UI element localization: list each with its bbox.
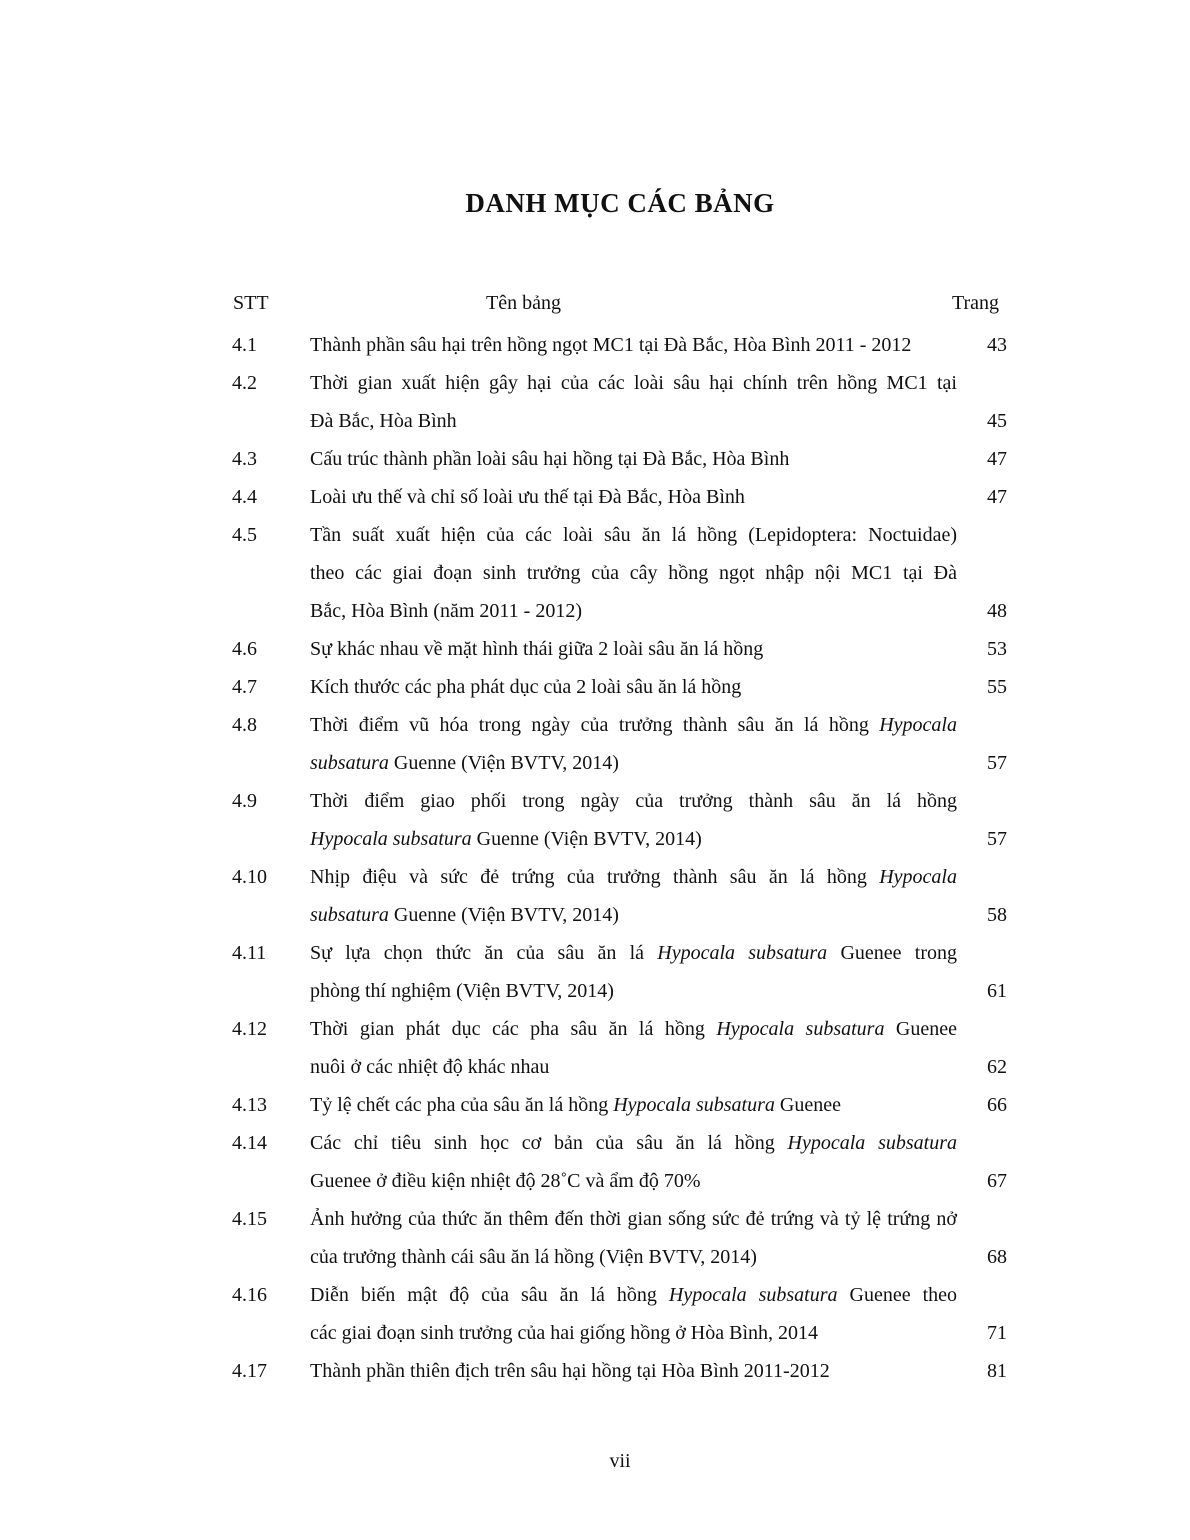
table-title-line xyxy=(310,710,957,740)
table-row xyxy=(0,1014,1190,1090)
table-title-line xyxy=(310,368,957,398)
table-row xyxy=(0,1356,1190,1394)
page-ref: 57 xyxy=(987,828,1007,850)
table-number: 4.10 xyxy=(232,866,267,888)
table-number: 4.17 xyxy=(232,1360,267,1382)
title-text: Kích thước các pha phát dục của 2 loài sâu ăn lá hồng xyxy=(310,676,742,698)
title-text: theo các giai đoạn sinh trưởng của cây hồng ngọt nhập nội MC1 tại Đà xyxy=(310,562,957,584)
table-title-line xyxy=(310,1014,957,1044)
table-title-line xyxy=(310,520,957,550)
table-row xyxy=(0,444,1190,482)
table-title-line xyxy=(310,900,957,930)
table-row xyxy=(0,672,1190,710)
table-title-line xyxy=(310,330,957,360)
page-ref: 62 xyxy=(987,1056,1007,1078)
page-ref: 45 xyxy=(987,410,1007,432)
page-ref: 66 xyxy=(987,1094,1007,1116)
page-ref: 47 xyxy=(987,486,1007,508)
table-title-line xyxy=(310,824,957,854)
table-list xyxy=(0,330,1190,1394)
table-row xyxy=(0,786,1190,862)
title-text: phòng thí nghiệm (Viện BVTV, 2014) xyxy=(310,980,614,1002)
table-title-line xyxy=(310,406,957,436)
title-text: Guenne (Viện BVTV, 2014) xyxy=(471,828,702,850)
table-row xyxy=(0,482,1190,520)
table-title-line xyxy=(310,444,957,474)
species-name: Hypocala xyxy=(879,866,957,888)
table-number: 4.14 xyxy=(232,1132,267,1154)
page-ref: 68 xyxy=(987,1246,1007,1268)
title-text: Thời điểm vũ hóa trong ngày của trưởng thành sâu ăn lá hồng xyxy=(310,714,880,736)
title-text: Tần suất xuất hiện của các loài sâu ăn lá hồng (Lepidoptera: Noctuidae) xyxy=(310,524,957,546)
title-text: Guenee xyxy=(774,1094,841,1116)
column-header-page: Trang xyxy=(952,292,1000,314)
title-text: Guenee trong xyxy=(827,942,957,964)
title-text: Guenee ở điều kiện nhiệt độ 28˚C và ẩm độ 70% xyxy=(310,1170,701,1192)
title-text: Sự khác nhau về mặt hình thái giữa 2 loài sâu ăn lá hồng xyxy=(310,638,764,660)
table-title-line xyxy=(310,938,957,968)
table-row xyxy=(0,1090,1190,1128)
column-header-name: Tên bảng xyxy=(486,292,561,314)
title-text: Guenee theo xyxy=(837,1284,958,1306)
table-title-line xyxy=(310,1204,957,1234)
title-text: Sự lựa chọn thức ăn của sâu ăn lá xyxy=(310,942,658,964)
title-text: các giai đoạn sinh trưởng của hai giống hồng ở Hòa Bình, 2014 xyxy=(310,1322,819,1344)
table-title-line xyxy=(310,748,957,778)
title-text: Diễn biến mật độ của sâu ăn lá hồng xyxy=(310,1284,669,1306)
table-title-line xyxy=(310,1166,957,1196)
table-title-line xyxy=(310,1090,957,1120)
table-row xyxy=(0,1204,1190,1280)
species-name: Hypocala subsatura xyxy=(787,1132,957,1154)
table-title-line xyxy=(310,596,957,626)
table-row xyxy=(0,862,1190,938)
table-row xyxy=(0,634,1190,672)
table-number: 4.13 xyxy=(232,1094,267,1116)
table-number: 4.9 xyxy=(232,790,257,812)
species-name: Hypocala subsatura xyxy=(310,828,472,850)
table-title-line xyxy=(310,1356,957,1386)
title-text: Guenee xyxy=(884,1018,957,1040)
table-title-line xyxy=(310,634,957,664)
title-text: Loài ưu thế và chỉ số loài ưu thế tại Đà Bắc, Hòa Bình xyxy=(310,486,745,508)
species-name: subsatura xyxy=(310,752,389,774)
page-number: vii xyxy=(609,1450,631,1472)
page-ref: 55 xyxy=(987,676,1007,698)
title-text: Guenne (Viện BVTV, 2014) xyxy=(388,904,619,926)
title-text: Thời điểm giao phối trong ngày của trưởng thành sâu ăn lá hồng xyxy=(310,790,957,812)
table-row xyxy=(0,368,1190,444)
page-ref: 48 xyxy=(987,600,1007,622)
table-row xyxy=(0,710,1190,786)
table-number: 4.8 xyxy=(232,714,257,736)
table-title-line xyxy=(310,1052,957,1082)
page-ref: 67 xyxy=(987,1170,1007,1192)
table-row xyxy=(0,520,1190,634)
table-number: 4.12 xyxy=(232,1018,267,1040)
table-row xyxy=(0,1280,1190,1356)
species-name: Hypocala subsatura xyxy=(657,942,828,964)
table-title-line xyxy=(310,1280,957,1310)
table-title-line xyxy=(310,1318,957,1348)
table-title-line xyxy=(310,1242,957,1272)
table-number: 4.5 xyxy=(232,524,257,546)
table-number: 4.16 xyxy=(232,1284,267,1306)
page-ref: 43 xyxy=(987,334,1007,356)
title-text: Tỷ lệ chết các pha của sâu ăn lá hồng xyxy=(310,1094,614,1116)
table-title-line xyxy=(310,786,957,816)
title-text: nuôi ở các nhiệt độ khác nhau xyxy=(310,1056,550,1078)
title-text: Nhịp điệu và sức đẻ trứng của trưởng thành sâu ăn lá hồng xyxy=(310,866,880,888)
species-name: Hypocala subsatura xyxy=(668,1284,838,1306)
page-ref: 61 xyxy=(987,980,1007,1002)
table-title-line xyxy=(310,1128,957,1158)
title-text: Ảnh hưởng của thức ăn thêm đến thời gian sống sức đẻ trứng và tỷ lệ trứng nở xyxy=(310,1208,957,1230)
table-number: 4.2 xyxy=(232,372,257,394)
table-number: 4.6 xyxy=(232,638,257,660)
species-name: Hypocala subsatura xyxy=(716,1018,885,1040)
title-text: Các chỉ tiêu sinh học cơ bản của sâu ăn lá hồng xyxy=(310,1132,788,1154)
title-text: Guenne (Viện BVTV, 2014) xyxy=(388,752,619,774)
title-text: Thời gian phát dục các pha sâu ăn lá hồng xyxy=(310,1018,717,1040)
page-ref: 58 xyxy=(987,904,1007,926)
page-ref: 81 xyxy=(987,1360,1007,1382)
table-title-line xyxy=(310,862,957,892)
title-text: Bắc, Hòa Bình (năm 2011 - 2012) xyxy=(310,600,582,622)
page-title: DANH MỤC CÁC BẢNG xyxy=(465,188,775,218)
page-ref: 71 xyxy=(987,1322,1007,1344)
table-row xyxy=(0,1128,1190,1204)
table-number: 4.3 xyxy=(232,448,257,470)
table-number: 4.15 xyxy=(232,1208,267,1230)
title-text: Thời gian xuất hiện gây hại của các loài sâu hại chính trên hồng MC1 tại xyxy=(310,372,957,394)
page-ref: 57 xyxy=(987,752,1007,774)
title-text: Đà Bắc, Hòa Bình xyxy=(310,410,457,432)
title-text: Thành phần thiên địch trên sâu hại hồng tại Hòa Bình 2011-2012 xyxy=(310,1360,830,1382)
species-name: subsatura xyxy=(310,904,389,926)
species-name: Hypocala subsatura xyxy=(613,1094,775,1116)
table-number: 4.7 xyxy=(232,676,257,698)
species-name: Hypocala xyxy=(879,714,957,736)
table-title-line xyxy=(310,482,957,512)
table-row xyxy=(0,938,1190,1014)
page-ref: 47 xyxy=(987,448,1007,470)
table-number: 4.1 xyxy=(232,334,257,356)
table-title-line xyxy=(310,672,957,702)
page-ref: 53 xyxy=(987,638,1007,660)
title-text: Thành phần sâu hại trên hồng ngọt MC1 tại Đà Bắc, Hòa Bình 2011 - 2012 xyxy=(310,334,912,356)
column-header-stt: STT xyxy=(233,292,269,314)
title-text: của trưởng thành cái sâu ăn lá hồng (Viện BVTV, 2014) xyxy=(310,1246,757,1268)
table-row xyxy=(0,330,1190,368)
title-text: Cấu trúc thành phần loài sâu hại hồng tại Đà Bắc, Hòa Bình xyxy=(310,448,790,470)
table-title-line xyxy=(310,976,957,1006)
table-title-line xyxy=(310,558,957,588)
table-number: 4.11 xyxy=(232,942,267,964)
table-number: 4.4 xyxy=(232,486,257,508)
